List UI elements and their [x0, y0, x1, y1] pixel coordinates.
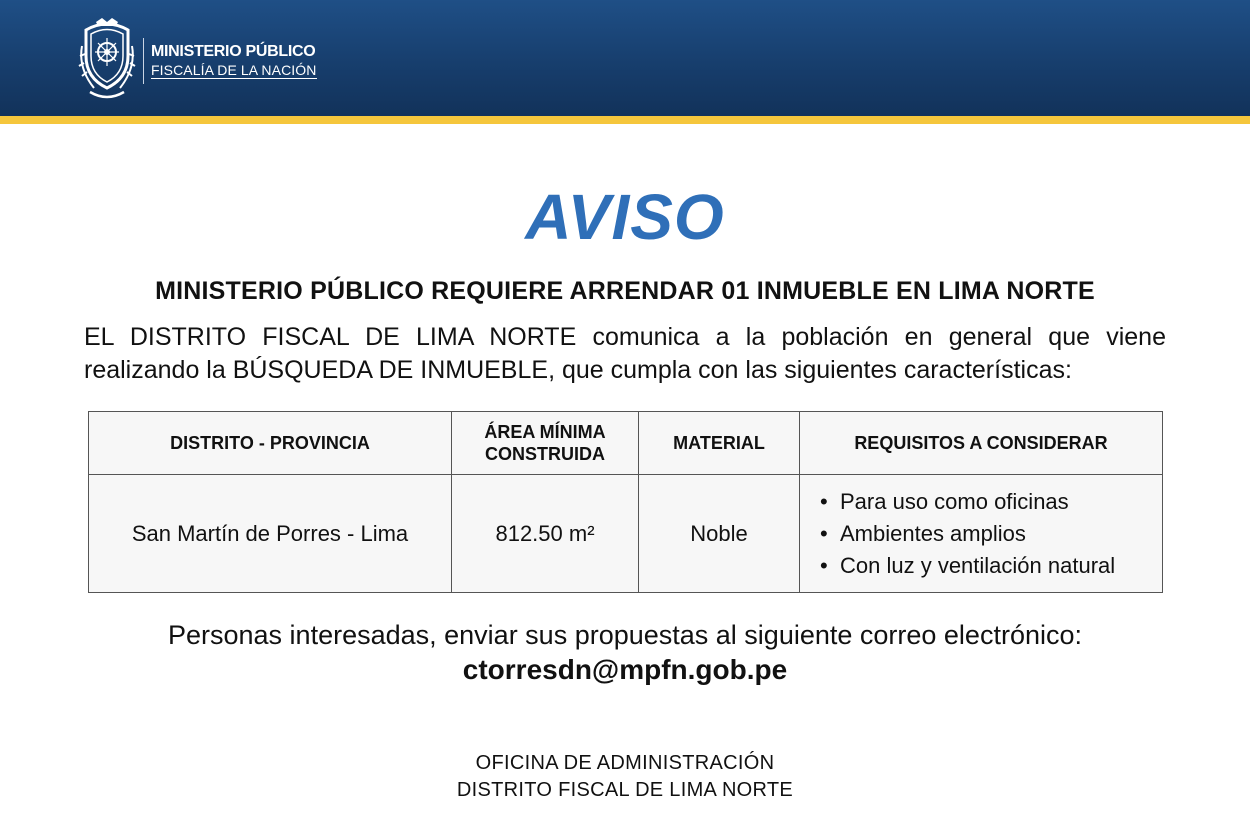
requirement-item: • Con luz y ventilación natural	[820, 550, 1161, 582]
ministerio-publico-seal-icon	[76, 16, 138, 102]
header-district: DISTRITO - PROVINCIA	[89, 412, 452, 475]
notice-intro: EL DISTRITO FISCAL DE LIMA NORTE comunica a la población en general que viene realizando la BÚSQUEDA DE INMUEBLE, que cumpla con las siguientes características:	[84, 323, 1166, 384]
notice-subtitle: MINISTERIO PÚBLICO REQUIERE ARRENDAR 01 INMUEBLE EN LIMA NORTE	[155, 277, 1095, 305]
table-header-row	[89, 412, 1163, 475]
contact-email: ctorresdn@mpfn.gob.pe	[462, 654, 788, 685]
cell-district: San Martín de Porres - Lima	[89, 475, 452, 593]
logo-text	[151, 44, 317, 79]
cell-area: 812.50 m²	[452, 475, 639, 593]
logo-divider	[143, 38, 144, 84]
table-row	[89, 475, 1163, 593]
header-material: MATERIAL	[639, 412, 800, 475]
cell-requirements	[800, 475, 1163, 593]
footer-district: DISTRITO FISCAL DE LIMA NORTE	[456, 779, 794, 801]
org-name: MINISTERIO PÚBLICO	[151, 43, 316, 60]
cell-material: Noble	[639, 475, 800, 593]
header-banner	[0, 0, 1250, 116]
header-requirements: REQUISITOS A CONSIDERAR	[800, 412, 1163, 475]
requirements-table	[88, 411, 1163, 593]
contact-text: Personas interesadas, enviar sus propuestas al siguiente correo electrónico:	[167, 620, 1082, 650]
requirement-item: • Ambientes amplios	[820, 518, 1161, 550]
org-subtitle: FISCALÍA DE LA NACIÓN	[151, 62, 317, 78]
header-area: ÁREA MÍNIMA CONSTRUIDA	[452, 412, 639, 475]
notice-heading: AVISO	[525, 181, 725, 253]
requirement-item: • Para uso como oficinas	[820, 486, 1161, 518]
requirements-list	[820, 486, 1161, 582]
footer-office: OFICINA DE ADMINISTRACIÓN	[475, 752, 775, 774]
header-stripe	[0, 116, 1250, 124]
